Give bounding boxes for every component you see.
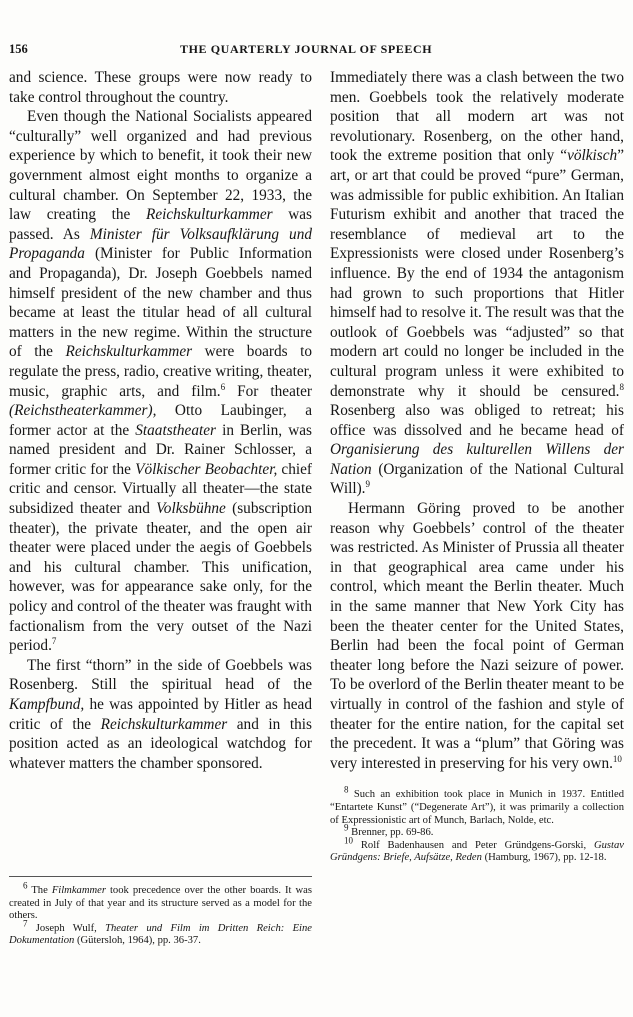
footnote-rule <box>9 876 312 877</box>
text-run: For theater <box>225 382 312 400</box>
footnote-number: 9 <box>344 822 349 833</box>
right-column <box>330 68 624 865</box>
paragraph <box>330 68 624 499</box>
footnote-ref: 7 <box>51 636 57 647</box>
paragraph <box>9 68 312 107</box>
text-run: (subscription theater), the private theater, and the open air theater were placed under the aegis of Goebbels and his cultural chamber. This unification, however, was for appearance sake only, for the policy and control of the theater was fraught with factionalism from the very outset of the Nazi period. <box>9 500 313 655</box>
footnote-6 <box>9 880 312 923</box>
text-run: Brenner, pp. 69-86. <box>348 827 434 839</box>
italic-term: Gustav Gründgens: Briefe, Aufsätze, Reden <box>330 839 624 864</box>
footnote-ref: 6 <box>220 381 226 392</box>
footnote-number: 8 <box>344 784 349 795</box>
text-run: Even though the National Socialists appeared “culturally” well organized and had previous experience by which to benefit, it took their new government almost eight months to organize a cultural chamber. On September 22, 1933, the law creating the <box>9 108 312 224</box>
text-run: took precedence over the other boards. It was created in July of that year and its structure served as a model for the others. <box>9 885 312 922</box>
paragraph <box>9 107 312 656</box>
footnote-10 <box>330 835 624 865</box>
text-run: The first “thorn” in the side of Goebbels was Rosenberg. Still the spiritual head of the <box>9 656 312 694</box>
text-run: Such an exhibition took place in Munich in 1937. Entitled “Entartete Kunst” (“Degenerate Art”), it was primarily a collection of Expressionistic art of Munch, Barlach, Nolde, etc. <box>330 789 624 826</box>
italic-term: Völkischer Beobachter, <box>135 460 278 478</box>
footnote-number: 10 <box>344 835 353 846</box>
left-column <box>9 68 312 773</box>
journal-title: THE QUARTERLY JOURNAL OF SPEECH <box>180 42 433 56</box>
footnote-ref: 9 <box>365 479 370 490</box>
italic-term: Kampfbund, <box>9 696 85 713</box>
text-run: Rosenberg also was obliged to retreat; his office was dissolved and he became head of <box>330 402 624 439</box>
text-run: Hermann Göring proved to be another reason why Goebbels’ control of the theater was restricted. As Minister of Prussia all theater in that geographical area came under his control, which meant the Berlin theater. Much in the same manner that New York City has been the theater center for the United States, Berlin had been the focal point of German theater long before the Nazi seizure of power. To be overlord of the Berlin theater meant to be virtually in control of the fashion and style of theater for the entire nation, for the capital set the precedent. It was a “plum” that Göring was very interested in preserving for his very own. <box>330 500 624 772</box>
text-run: The <box>27 885 52 896</box>
italic-term: völkisch <box>567 147 618 165</box>
footnote-8 <box>330 784 624 827</box>
italic-term: Volksbühne <box>156 500 226 518</box>
footnote-number: 6 <box>23 880 28 891</box>
text-run: and science. These groups were now ready to take control throughout the country. <box>9 69 312 106</box>
footnote-9 <box>330 822 624 840</box>
footnote-number: 7 <box>23 918 28 929</box>
text-run: chief critic and censor. Virtually all theater—the state subsidized theater and <box>9 460 312 518</box>
text-run: were boards to regulate the press, radio, creative writing, theater, music, graphic arts, and film. <box>9 343 312 400</box>
text-run: was passed. As <box>9 206 312 243</box>
italic-term: Minister für Volksaufklärung und Propaganda <box>9 225 312 263</box>
text-run: (Minister for Public Information and Propaganda), Dr. Joseph Goebbels named himself president of the new chamber and thus became at least the titular head of all cultural matters in the new regime. Within the structure of the <box>9 245 312 361</box>
italic-term: Reichskulturkammer <box>65 343 193 361</box>
text-run: Rolf Badenhausen and Peter Gründgens-Gorski, <box>353 839 594 851</box>
italic-term: Theater und Film im Dritten Reich: Eine Dokumentation <box>9 922 312 947</box>
paragraph <box>9 656 312 774</box>
text-run: (Gütersloh, 1964), pp. 36-37. <box>74 935 201 947</box>
footnote-7 <box>9 918 312 948</box>
text-run: (Organization of the National Cultural Will). <box>330 460 624 498</box>
text-run: Otto Laubinger, a former actor at the <box>9 402 312 439</box>
page-number: 156 <box>9 42 28 56</box>
text-run: ” art, or art that could be proved “pure” German, was admissible for public exhibition. An Italian Futurism exhibit and another that traced the resemblance of medieval art to the Expressionists were closed under Rosenberg’s influence. By the end of 1934 the antagonism had grown to such proportions that Hitler himself had to resolve it. The result was that the outlook of Goebbels was “adjusted” so that modern art could no longer be included in the cultural program unless it were exhibited to demonstrate why it should be censured. <box>330 147 624 400</box>
left-footnotes <box>9 876 312 948</box>
right-footnotes <box>330 784 624 865</box>
italic-term: Reichskulturkammer <box>100 715 228 733</box>
text-run: he was appointed by Hitler as head critic of the <box>9 696 312 733</box>
italic-term: Staatstheater <box>135 421 216 439</box>
italic-term: Filmkammer <box>51 885 106 896</box>
text-run: Joseph Wulf, <box>27 922 106 934</box>
footnote-ref: 10 <box>612 753 622 764</box>
italic-term: Organisierung des kulturellen Willens der Nation <box>330 441 624 478</box>
text-run: in Berlin, was named president and Dr. Rainer Schlosser, a former critic for the <box>9 421 312 478</box>
italic-term: (Reichstheaterkammer), <box>9 402 157 420</box>
text-run: (Hamburg, 1967), pp. 12-18. <box>481 852 607 864</box>
italic-term: Reichskulturkammer <box>145 206 273 224</box>
paragraph <box>330 499 624 773</box>
footnote-ref: 8 <box>619 381 624 392</box>
text-run: and in this position acted as an ideological watchdog for whatever matters the chamber sponsored. <box>9 715 313 772</box>
text-run: Immediately there was a clash between the two men. Goebbels took the relatively moderate position that all modern art was not revolutionary. Rosenberg, on the other hand, took the extreme position that only “ <box>330 69 624 165</box>
